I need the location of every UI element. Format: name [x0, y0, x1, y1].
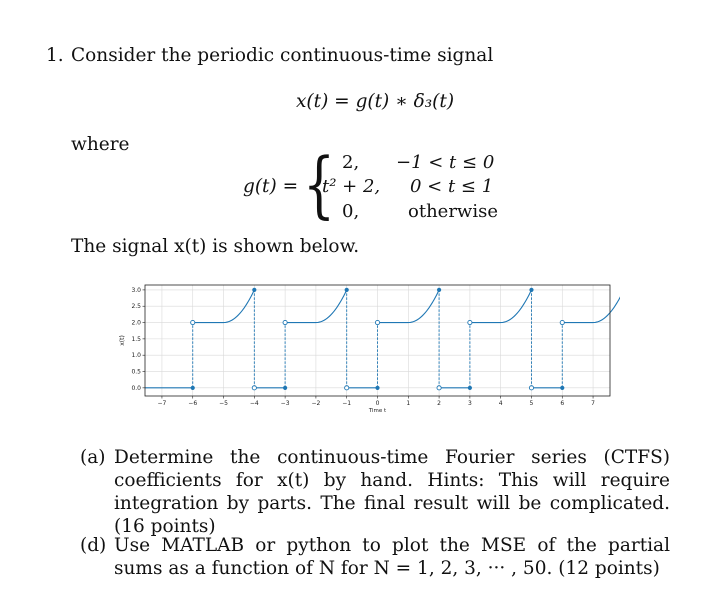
x-tick-label: 3: [467, 400, 472, 407]
signal-shown-text: The signal x(t) is shown below.: [71, 236, 360, 257]
main-equation: x(t) = g(t) ∗ δ₃(t): [296, 91, 455, 112]
item-a-label: (a): [80, 447, 106, 468]
open-marker: [191, 320, 195, 324]
x-axis-label: Time t: [368, 408, 387, 414]
filled-marker: [437, 288, 441, 292]
g-definition-lhs: g(t) =: [243, 176, 299, 197]
x-tick-label: −6: [188, 400, 198, 407]
where-text: where: [71, 134, 130, 155]
y-tick-label: 1.5: [131, 335, 141, 343]
y-axis-label: x(t): [119, 335, 126, 346]
filled-marker: [191, 386, 195, 390]
case-value-1: 2,: [342, 152, 360, 173]
x-tick-label: −4: [249, 400, 259, 407]
case-condition-1: −1 < t ≤ 0: [396, 152, 495, 173]
tick-labels: [131, 287, 595, 407]
problem-intro: Consider the periodic continuous-time signal: [71, 45, 494, 66]
filled-marker: [529, 288, 533, 292]
filled-marker: [468, 386, 472, 390]
open-marker: [252, 386, 256, 390]
open-marker: [560, 320, 564, 324]
y-tick-label: 0.5: [131, 368, 141, 376]
filled-marker: [252, 288, 256, 292]
x-tick-label: 2: [437, 400, 442, 407]
x-tick-label: 4: [498, 400, 503, 407]
open-marker: [283, 320, 287, 324]
x-tick-label: 7: [591, 400, 595, 407]
x-tick-label: −3: [280, 400, 290, 407]
x-tick-label: −2: [311, 400, 321, 407]
y-tick-label: 2.0: [131, 319, 141, 327]
open-marker: [529, 386, 533, 390]
open-marker: [437, 386, 441, 390]
open-marker: [468, 320, 472, 324]
item-d-label: (d): [80, 535, 107, 556]
y-tick-label: 0.0: [131, 384, 141, 392]
x-tick-label: 1: [406, 400, 411, 407]
item-a-text: Determine the continuous-time Fourier series (CTFS) coefficients for x(t) by hand. Hints: This will require integration by parts. The final result will be complicated. (16 points): [114, 447, 670, 537]
y-tick-label: 1.0: [131, 352, 141, 360]
x-tick-label: −5: [219, 400, 228, 407]
x-tick-label: 5: [529, 400, 534, 407]
open-marker: [345, 386, 349, 390]
filled-marker: [560, 386, 564, 390]
left-brace: {: [303, 142, 336, 226]
problem-number: 1.: [46, 45, 64, 66]
filled-marker: [283, 386, 287, 390]
x-tick-label: −1: [342, 400, 352, 407]
filled-marker: [375, 386, 379, 390]
open-marker: [375, 320, 379, 324]
y-tick-label: 3.0: [131, 286, 141, 294]
case-condition-2: 0 < t ≤ 1: [410, 176, 494, 197]
case-value-3: 0,: [342, 201, 360, 222]
signal-plot: [110, 278, 620, 424]
case-value-2: t² + 2,: [322, 176, 381, 197]
y-tick-label: 2.5: [131, 303, 141, 311]
filled-marker: [345, 288, 349, 292]
case-condition-3: otherwise: [408, 201, 498, 222]
item-d-text: Use MATLAB or python to plot the MSE of the partial sums as a function of N for N = 1, 2, 3, ··· , 50. (12 points): [114, 535, 670, 579]
x-tick-label: 6: [560, 400, 565, 407]
x-tick-label: −7: [157, 400, 167, 407]
x-tick-label: 0: [375, 400, 380, 407]
